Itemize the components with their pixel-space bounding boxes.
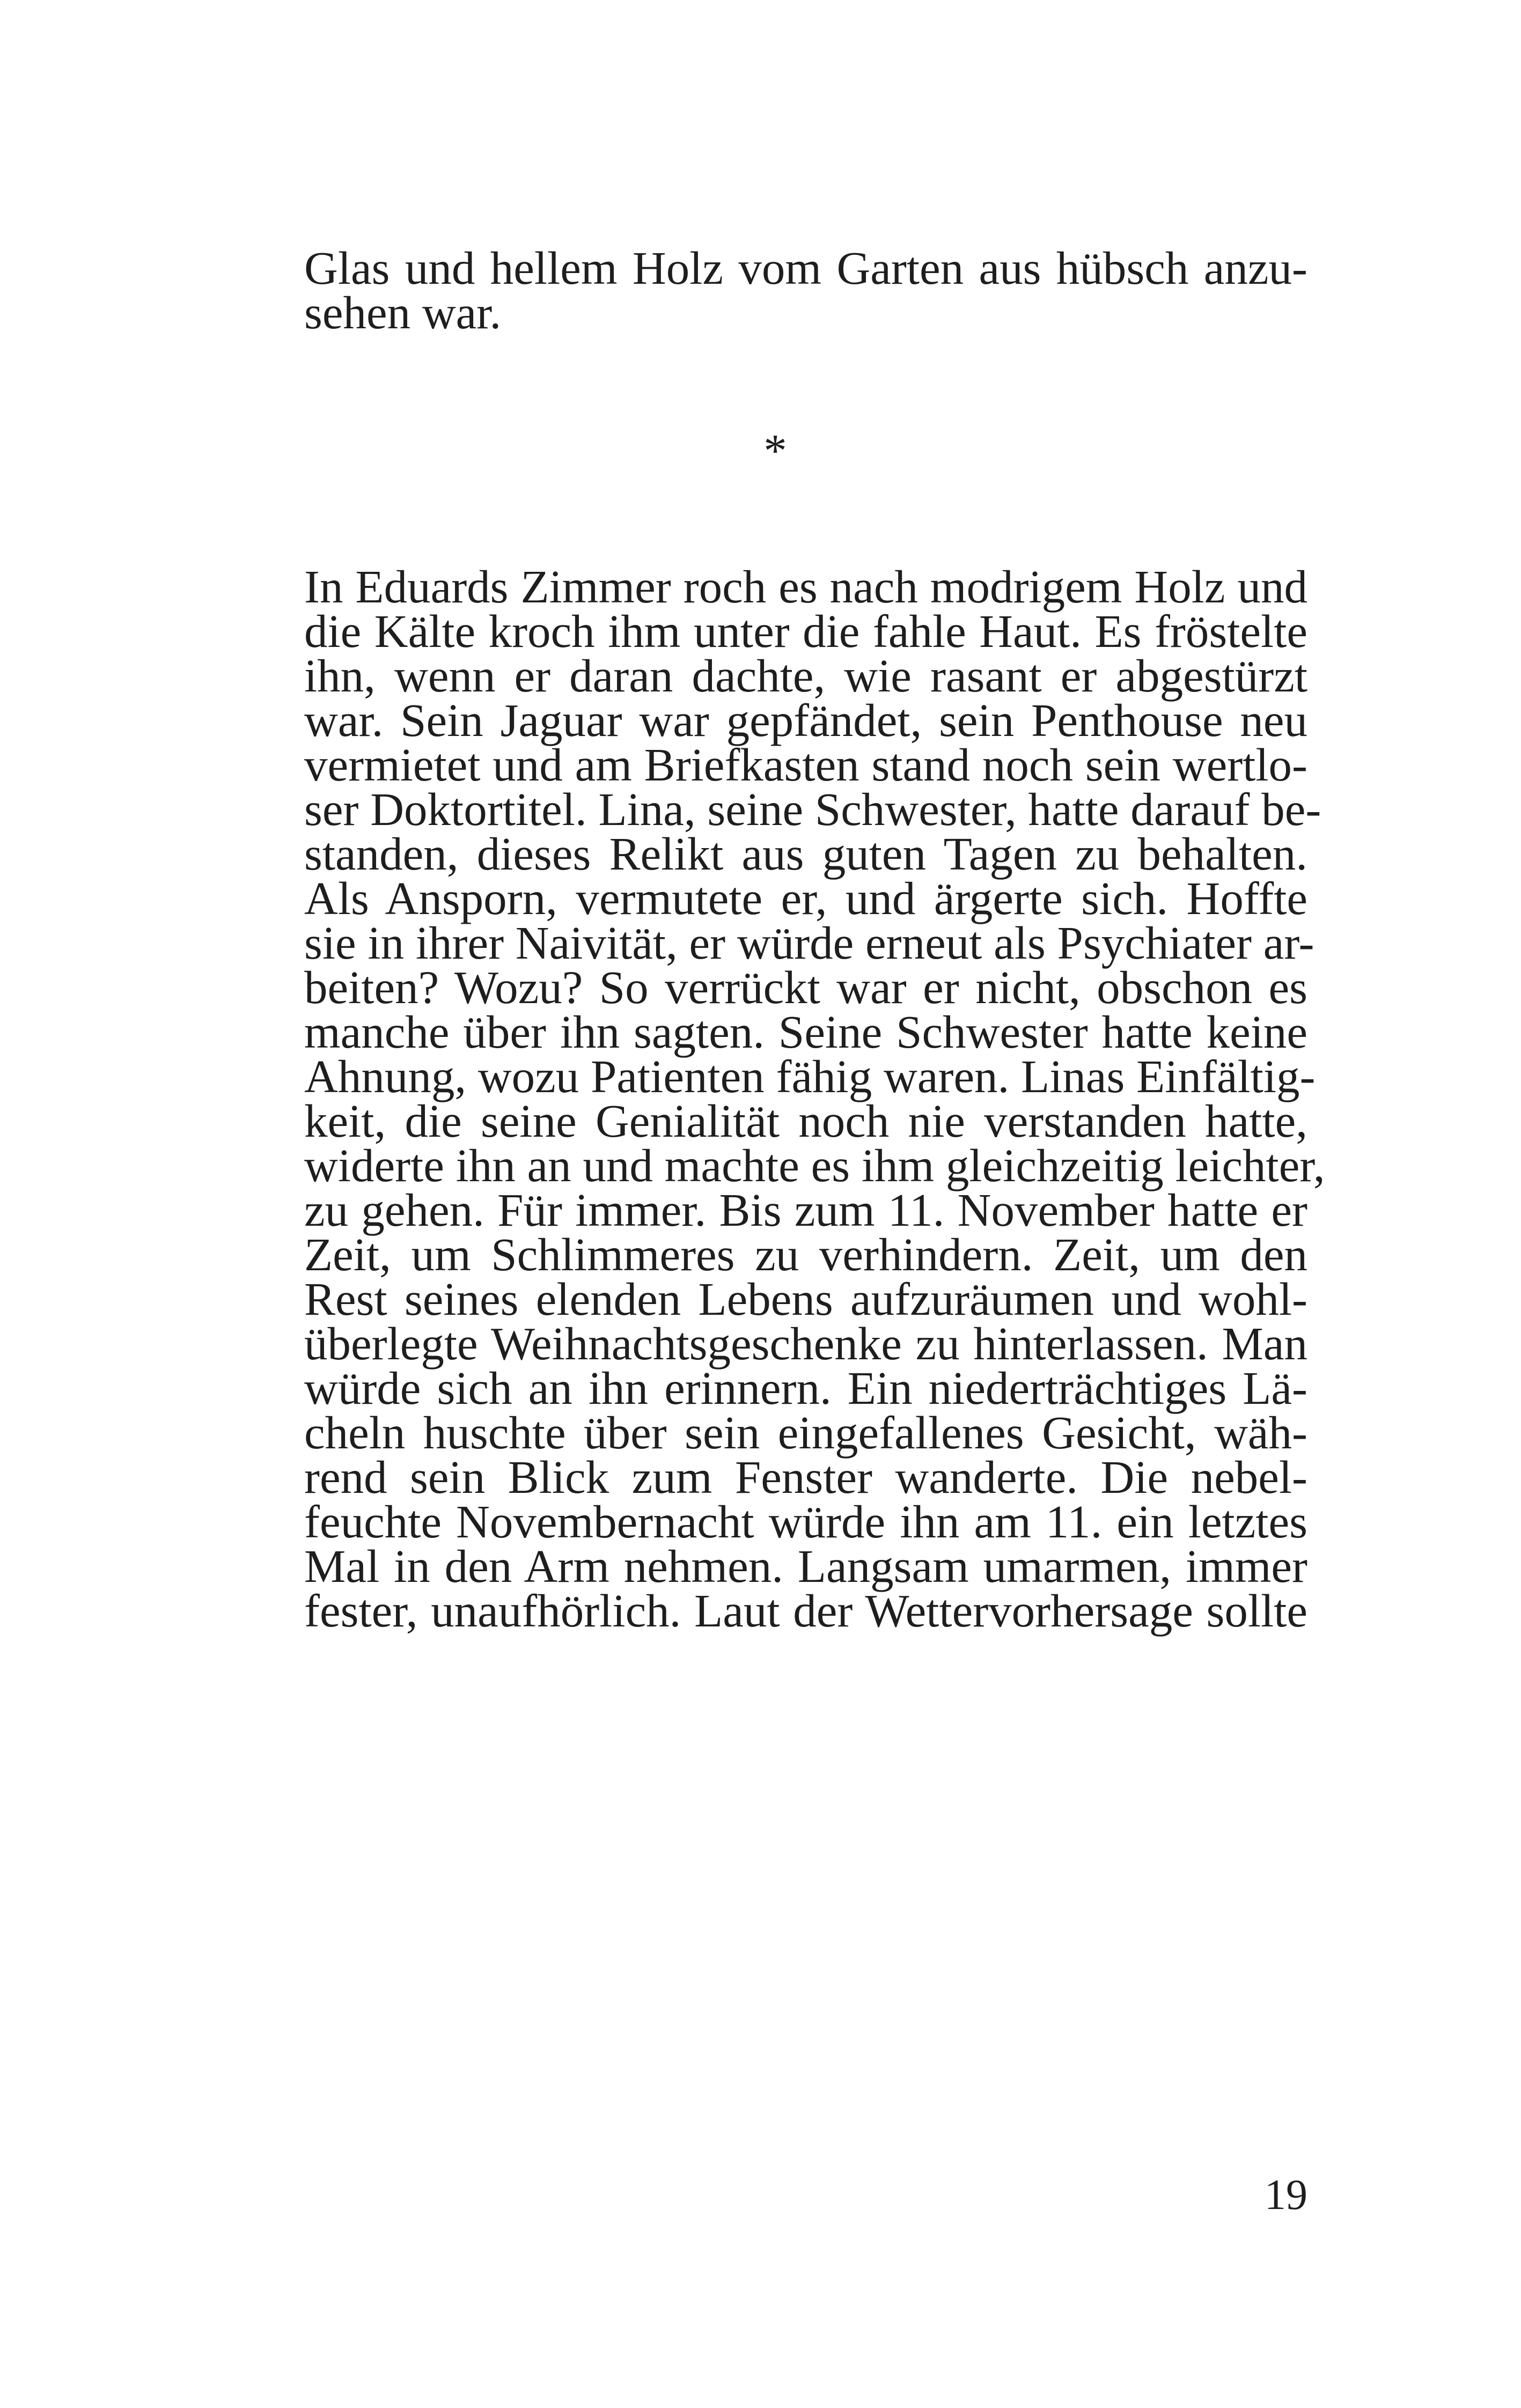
text-line: rend sein Blick zum Fenster wanderte. Die nebel- [304,1451,1307,1503]
text-line: Rest seines elenden Lebens aufzuräumen und wohl- [304,1273,1307,1325]
text-line: Zeit, um Schlimmeres zu verhindern. Zeit, um den [304,1228,1307,1280]
text-line: Mal in den Arm nehmen. Langsam umarmen, immer [304,1540,1307,1592]
text-line: Glas und hellem Holz vom Garten aus hübsch anzu- [304,242,1307,294]
text-line: würde sich an ihn erinnern. Ein niederträchtiges Lä- [304,1362,1307,1414]
text-line: Als Ansporn, vermutete er, und ärgerte sich. Hoffte [304,872,1307,924]
text-line: war. Sein Jaguar war gepfändet, sein Penthouse neu [304,694,1307,746]
text-line: standen, dieses Relikt aus guten Tagen zu behalten. [304,828,1307,880]
text-line: sehen war. [304,286,502,338]
text-line: ihn, wenn er daran dachte, wie rasant er abgestürzt [304,650,1307,702]
text-line: fester, unaufhörlich. Laut der Wettervorhersage sollte [304,1585,1307,1637]
text-line: vermietet und am Briefkasten stand noch sein wertlo- [304,739,1307,791]
text-line: In Eduards Zimmer roch es nach modrigem Holz und [304,561,1307,613]
text-line: ser Doktortitel. Lina, seine Schwester, hatte darauf be- [304,783,1321,835]
text-line: Ahnung, wozu Patienten fähig waren. Linas Einfältig- [304,1050,1316,1102]
text-line: zu gehen. Für immer. Bis zum 11. November hatte er [304,1184,1307,1236]
text-line: feuchte Novembernacht würde ihn am 11. ein letztes [304,1496,1307,1548]
top-paragraph [304,242,1307,338]
text-line: überlegte Weihnachtsgeschenke zu hinterlassen. Man [304,1317,1307,1369]
page-number: 19 [1265,2171,1307,2219]
text-line: cheln huschte über sein eingefallenes Gesicht, wäh- [304,1406,1307,1459]
text-line: beiten? Wozu? So verrückt war er nicht, obschon es [304,961,1307,1013]
section-separator: * [763,424,787,476]
text-line: widerte ihn an und machte es ihm gleichzeitig leichter, [304,1139,1325,1191]
text-line: keit, die seine Genialität noch nie verstanden hatte, [304,1095,1307,1147]
main-paragraph [304,561,1325,1637]
text-line: sie in ihrer Naivität, er würde erneut als Psychiater ar- [304,917,1314,969]
text-line: manche über ihn sagten. Seine Schwester hatte keine [304,1006,1307,1058]
text-line: die Kälte kroch ihm unter die fahle Haut. Es fröstelte [304,605,1307,657]
